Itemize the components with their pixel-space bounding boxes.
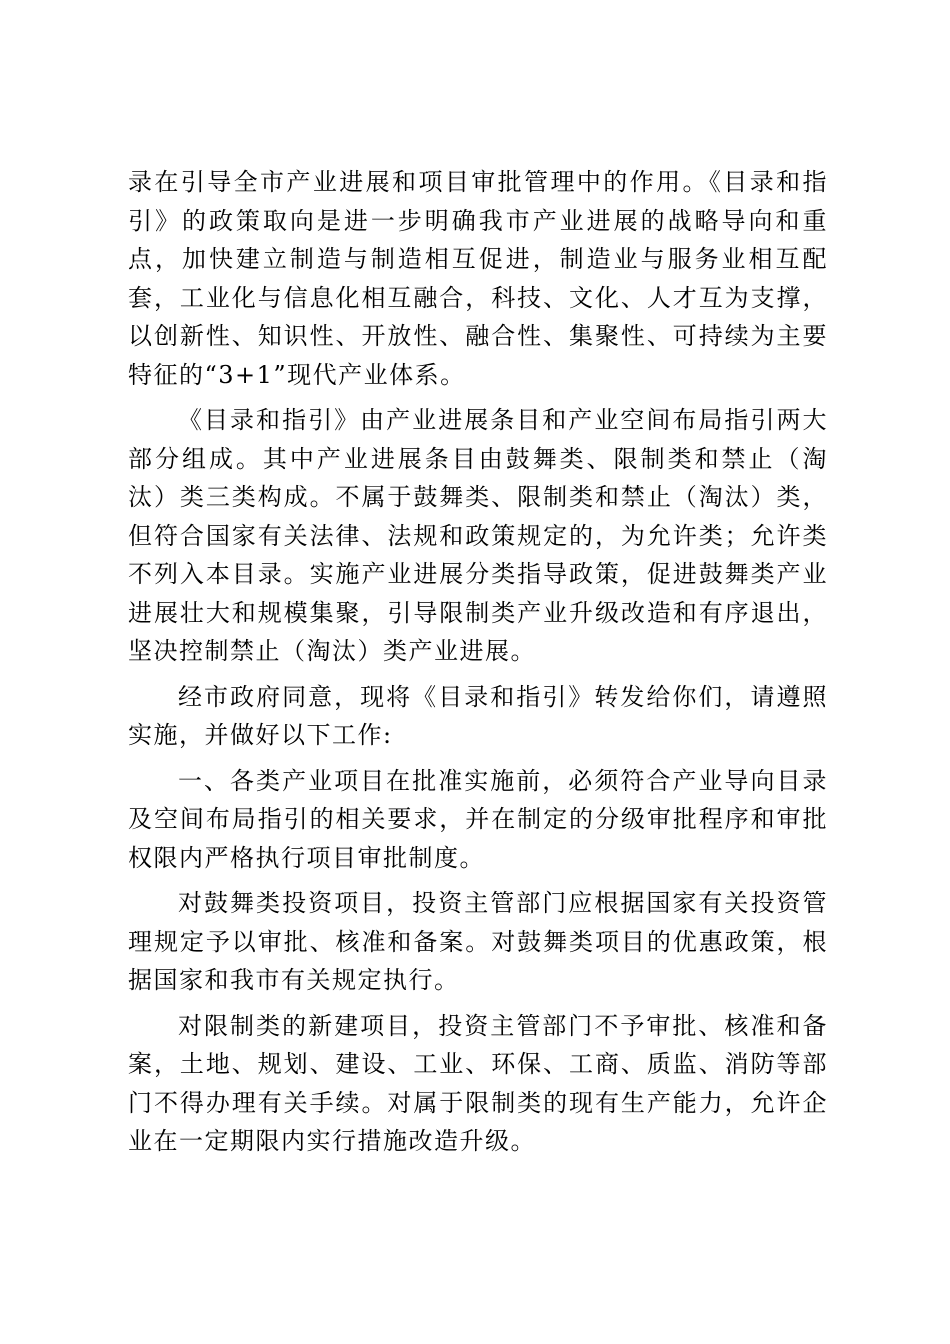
paragraph-item-one: 一、各类产业项目在批准实施前，必须符合产业导向目录及空间布局指引的相关要求，并在制定的分级审批程序和审批权限内严格执行项目审批制度。 — [128, 766, 828, 872]
document-body — [128, 163, 828, 1168]
paragraph-restricted-projects: 对限制类的新建项目，投资主管部门不予审批、核准和备案，土地、规划、建设、工业、环保、工商、质监、消防等部门不得办理有关手续。对属于限制类的现有生产能力，允许企业在一定期限内实行措施改造升级。 — [128, 1011, 828, 1155]
paragraph-catalog-structure: 《目录和指引》由产业进展条目和产业空间布局指引两大部分组成。其中产业进展条目由鼓舞类、限制类和禁止（淘汰）类三类构成。不属于鼓舞类、限制类和禁止（淘汰）类，但符合国家有关法律、法规和政策规定的，为允许类；允许类不列入本目录。实施产业进展分类指导政策，促进鼓舞类产业进展壮大和规模集聚，引导限制类产业升级改造和有序退出，坚决控制禁止（淘汰）类产业进展。 — [128, 406, 828, 665]
paragraph-instruction: 经市政府同意，现将《目录和指引》转发给你们，请遵照实施，并做好以下工作: — [128, 682, 828, 749]
paragraph-encouraged-projects: 对鼓舞类投资项目，投资主管部门应根据国家有关投资管理规定予以审批、核准和备案。对鼓舞类项目的优惠政策，根据国家和我市有关规定执行。 — [128, 889, 828, 994]
paragraph-continuation: 录在引导全市产业进展和项目审批管理中的作用。《目录和指引》的政策取向是进一步明确我市产业进展的战略导向和重点，加快建立制造与制造相互促进，制造业与服务业相互配套，工业化与信息化相互融合，科技、文化、人才互为支撑，以创新性、知识性、开放性、融合性、集聚性、可持续为主要特征的“3+1”现代产业体系。 — [128, 168, 828, 389]
